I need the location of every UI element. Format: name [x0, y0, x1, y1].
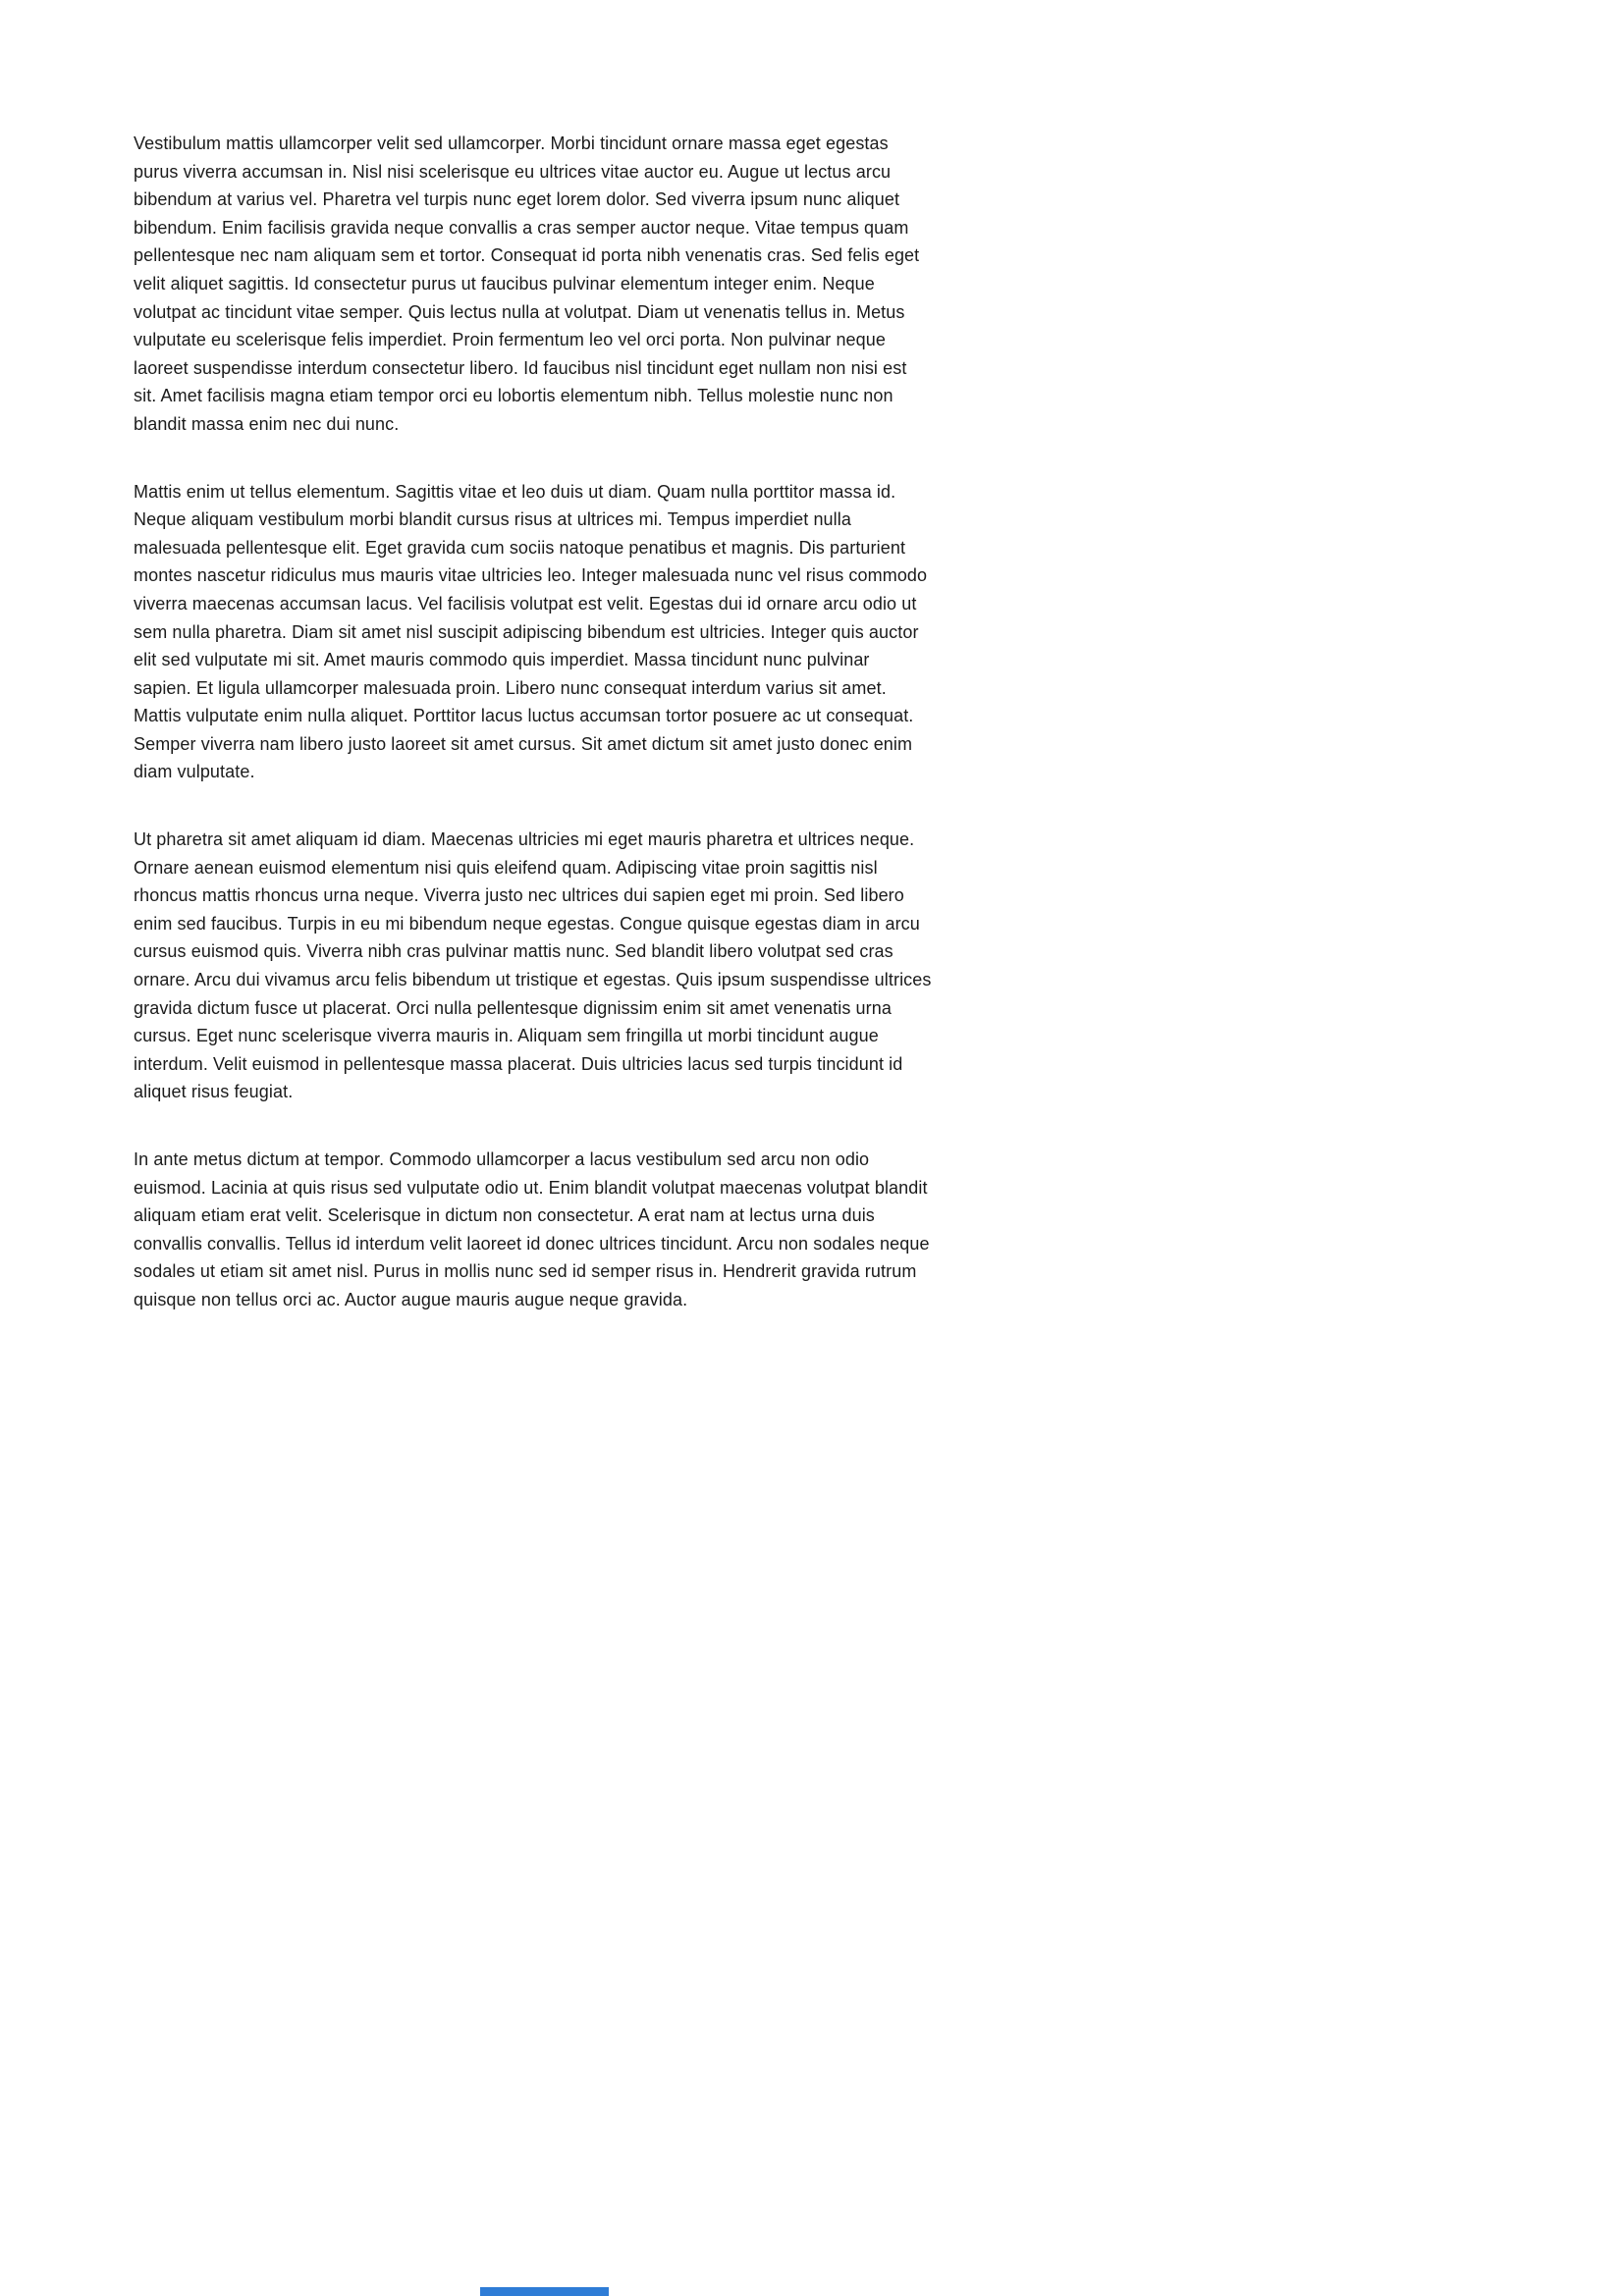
text-line: vulputate eu scelerisque felis imperdiet. Proin fermentum leo vel orci porta. Non pulvinar neque: [134, 330, 886, 350]
text-line: Mattis enim ut tellus elementum. Sagittis vitae et leo duis ut diam. Quam nulla porttitor massa id.: [134, 481, 896, 502]
text-line: sem nulla pharetra. Diam sit amet nisl suscipit adipiscing bibendum est ultricies. Integer quis auctor: [134, 621, 919, 642]
text-line: convallis convallis. Tellus id interdum velit laoreet id donec ultrices tincidunt. Arcu non sodales neque: [134, 1233, 930, 1254]
text-line: Semper viverra nam libero justo laoreet sit amet cursus. Sit amet dictum sit amet justo donec enim: [134, 733, 913, 754]
text-line: volutpat ac tincidunt vitae semper. Quis lectus nulla at volutpat. Diam ut venenatis tellus in. Metus: [134, 301, 905, 322]
text-line: ornare. Arcu dui vivamus arcu felis bibendum ut tristique et egestas. Quis ipsum suspendisse ultrices: [134, 970, 932, 990]
paragraph: [134, 478, 978, 787]
paragraph: [134, 1146, 978, 1314]
text-line: Ut pharetra sit amet aliquam id diam. Maecenas ultricies mi eget mauris pharetra et ultrices neque.: [134, 829, 915, 850]
text-line: sapien. Et ligula ullamcorper malesuada proin. Libero nunc consequat interdum varius sit amet.: [134, 677, 887, 698]
text-line: Mattis vulputate enim nulla aliquet. Porttitor lacus luctus accumsan tortor posuere ac ut consequat.: [134, 706, 914, 726]
text-line: In ante metus dictum at tempor. Commodo ullamcorper a lacus vestibulum sed arcu non odio: [134, 1149, 870, 1169]
text-line: bibendum. Enim facilisis gravida neque convallis a cras semper auctor neque. Vitae tempus quam: [134, 217, 909, 238]
text-line: blandit massa enim nec dui nunc.: [134, 413, 400, 434]
text-line: Neque aliquam vestibulum morbi blandit cursus risus at ultrices mi. Tempus imperdiet nulla: [134, 509, 851, 530]
text-line: diam vulputate.: [134, 762, 255, 782]
text-line: cursus euismod quis. Viverra nibh cras pulvinar mattis nunc. Sed blandit libero volutpat sed cras: [134, 941, 893, 962]
paragraph: [134, 130, 978, 439]
bottom-blue-bar: [480, 2287, 609, 2296]
text-line: malesuada pellentesque elit. Eget gravida cum sociis natoque penatibus et magnis. Dis parturient: [134, 537, 906, 558]
text-line: interdum. Velit euismod in pellentesque massa placerat. Duis ultricies lacus sed turpis tincidunt id: [134, 1053, 903, 1074]
text-line: Vestibulum mattis ullamcorper velit sed ullamcorper. Morbi tincidunt ornare massa eget egestas: [134, 133, 889, 153]
paragraph: [134, 826, 978, 1106]
text-line: rhoncus mattis rhoncus urna neque. Viverra justo nec ultrices dui sapien eget mi proin. Sed libero: [134, 885, 904, 906]
text-line: elit sed vulputate mi sit. Amet mauris commodo quis imperdiet. Massa tincidunt nunc pulvinar: [134, 650, 870, 670]
text-line: pellentesque nec nam aliquam sem et tortor. Consequat id porta nibh venenatis cras. Sed felis eget: [134, 245, 920, 266]
text-line: aliquam etiam erat velit. Scelerisque in dictum non consectetur. A erat nam at lectus urna duis: [134, 1205, 875, 1226]
text-line: quisque non tellus orci ac. Auctor augue mauris augue neque gravida.: [134, 1289, 688, 1309]
text-line: gravida dictum fusce ut placerat. Orci nulla pellentesque dignissim enim sit amet venenatis urna: [134, 997, 892, 1018]
text-line: aliquet risus feugiat.: [134, 1082, 294, 1102]
text-line: sit. Amet facilisis magna etiam tempor orci eu lobortis elementum nibh. Tellus molestie nunc non: [134, 386, 893, 406]
document-body: [134, 130, 978, 1354]
text-line: viverra maecenas accumsan lacus. Vel facilisis volutpat est velit. Egestas dui id ornare arcu odio ut: [134, 593, 917, 614]
text-line: enim sed faucibus. Turpis in eu mi bibendum neque egestas. Congue quisque egestas diam in arcu: [134, 913, 920, 934]
text-line: montes nascetur ridiculus mus mauris vitae ultricies leo. Integer malesuada nunc vel risus commodo: [134, 565, 928, 586]
text-line: bibendum at varius vel. Pharetra vel turpis nunc eget lorem dolor. Sed viverra ipsum nunc aliquet: [134, 189, 900, 210]
text-line: purus viverra accumsan in. Nisl nisi scelerisque eu ultrices vitae auctor eu. Augue ut lectus arcu: [134, 161, 892, 182]
text-line: euismod. Lacinia at quis risus sed vulputate odio ut. Enim blandit volutpat maecenas volutpat blandit: [134, 1177, 928, 1198]
text-line: velit aliquet sagittis. Id consectetur purus ut faucibus pulvinar elementum integer enim. Neque: [134, 273, 875, 294]
text-line: laoreet suspendisse interdum consectetur libero. Id faucibus nisl tincidunt eget nullam non nisi est: [134, 357, 907, 378]
text-line: cursus. Eget nunc scelerisque viverra mauris in. Aliquam sem fringilla ut morbi tincidunt augue: [134, 1026, 879, 1046]
text-line: sodales ut etiam sit amet nisl. Purus in mollis nunc sed id semper risus in. Hendrerit gravida rutrum: [134, 1261, 917, 1282]
text-line: Ornare aenean euismod elementum nisi quis eleifend quam. Adipiscing vitae proin sagittis nisl: [134, 857, 878, 878]
